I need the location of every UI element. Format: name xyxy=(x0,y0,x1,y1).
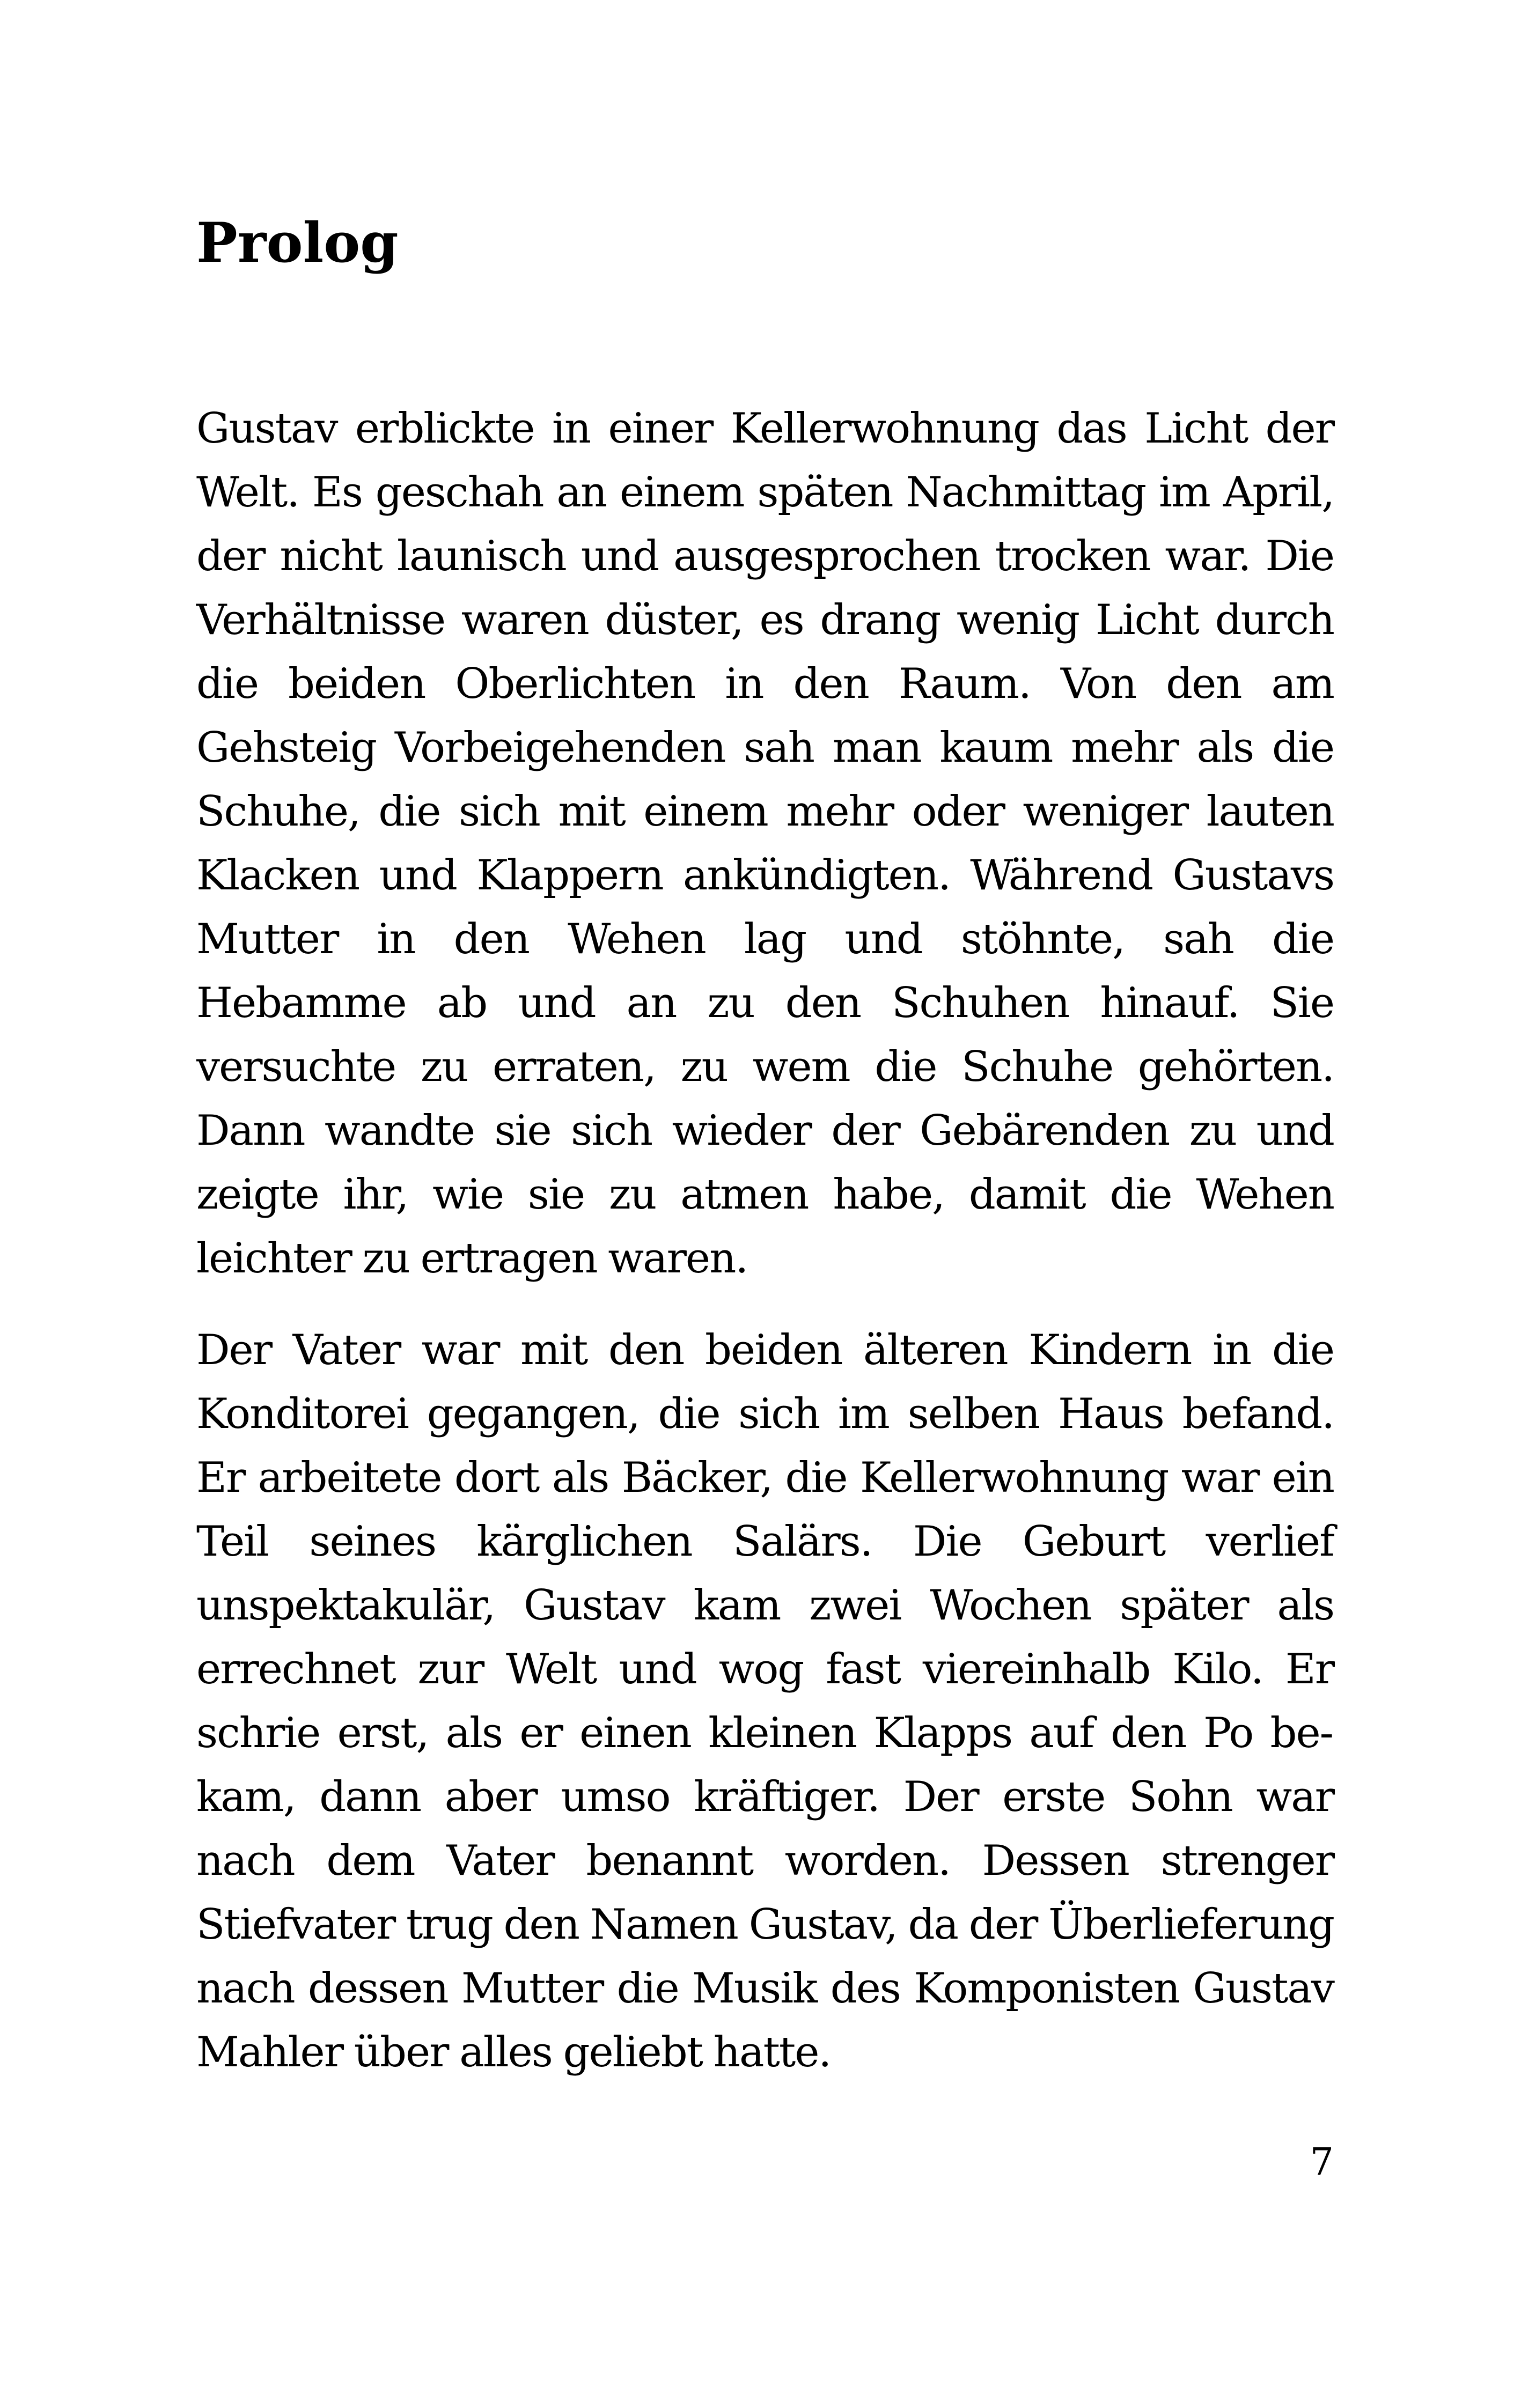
page-number: 7 xyxy=(1310,2140,1334,2184)
body-text xyxy=(196,397,1334,2112)
paragraph: Gustav erblickte in einer Kellerwohnung das Licht der Welt. Es geschah an einem späten Nachmittag im April, der nicht launisch und ausgesprochen trocken war. Die Verhältnisse waren düster, es drang wenig Licht durch die beiden Oberlichten in den Raum. Von den am Gehsteig Vorbeigehenden sah man kaum mehr als die Schuhe, die sich mit einem mehr oder weniger lauten Klacken und Klappern ankündigten. Während Gustavs Mutter in den Wehen lag und stöhnte, sah die Hebamme ab und an zu den Schuhen hinauf. Sie versuchte zu erraten, zu wem die Schuhe gehörten. Dann wandte sie sich wieder der Gebärenden zu und zeigte ihr, wie sie zu atmen habe, damit die Wehen leichter zu ertragen waren. xyxy=(196,404,1334,1283)
paragraph: Der Vater war mit den beiden älteren Kindern in die Konditorei gegangen, die sich im selben Haus befand. Er arbeitete dort als Bäcker, die Kellerwohnung war ein Teil seines kärglichen Salärs. Die Geburt verlief unspektakulär, Gustav kam zwei Wochen später als errechnet zur Welt und wog fast viereinhalb Kilo. Er schrie erst, als er einen kleinen Klapps auf den Po bekam, dann aber umso kräftiger. Der erste Sohn war nach dem Vater benannt worden. Dessen strenger Stiefvater trug den Namen Gustav, da der Überlieferung nach dessen Mutter die Musik des Komponisten Gustav Mahler über alles geliebt hatte. xyxy=(196,1326,1334,2076)
chapter-title: Prolog xyxy=(196,211,399,275)
